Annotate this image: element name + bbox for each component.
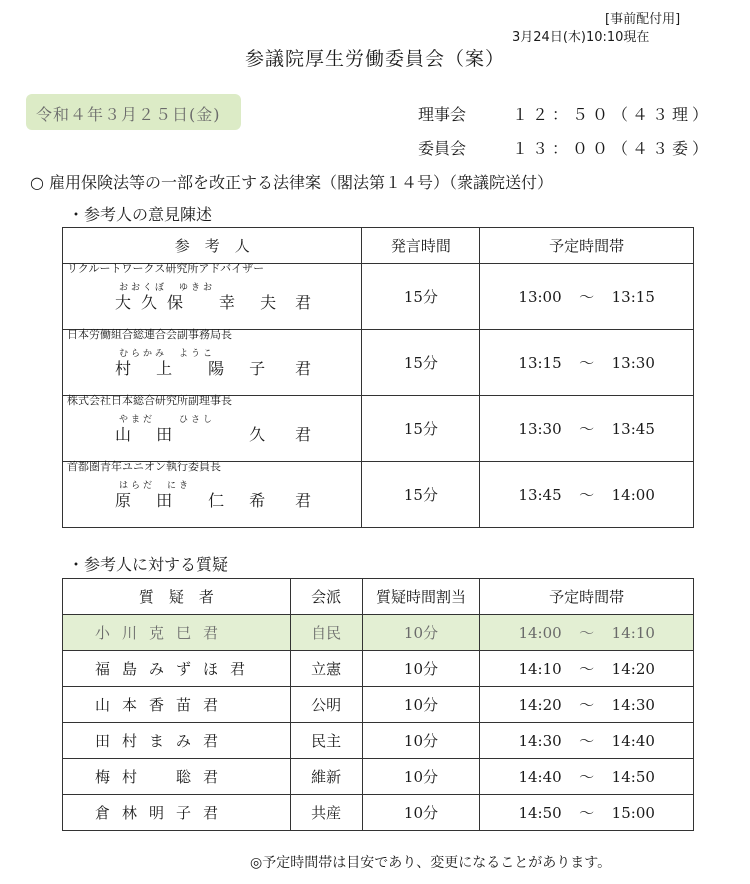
questioner-duration: 10分 xyxy=(362,795,480,831)
slot-start: 14:40 xyxy=(518,768,562,786)
slot-start: 14:00 xyxy=(518,624,562,642)
questioner-duration: 10分 xyxy=(362,651,480,687)
witness-name: 大久保 幸 夫 xyxy=(115,292,287,312)
slot-end: 13:45 xyxy=(611,420,655,438)
witness-duration: 15分 xyxy=(362,396,480,462)
slot-separator: 〜 xyxy=(579,804,595,822)
slot-separator: 〜 xyxy=(579,732,595,750)
witness-affiliation: 株式会社日本総合研究所副理事長 xyxy=(67,393,232,407)
questioner-timeslot xyxy=(480,759,694,795)
slot-end: 14:10 xyxy=(611,624,655,642)
slot-end: 14:30 xyxy=(611,696,655,714)
questioner-name: 田村まみ xyxy=(95,732,204,750)
slot-end: 13:30 xyxy=(611,354,655,372)
questioner-party: 維新 xyxy=(290,759,362,795)
witness-ruby: やまだ ひさし xyxy=(119,414,216,425)
meeting-time-committee: １３：００（４３委） xyxy=(512,139,713,158)
questioner-cell xyxy=(63,651,291,687)
witness-ruby: はらだ にき xyxy=(119,480,192,491)
page-title: 参議院厚生労働委員会（案） xyxy=(244,48,505,70)
section-title-questioning: ・参考人に対する質疑 xyxy=(68,555,229,574)
questioner-honorific: 君 xyxy=(203,732,231,750)
witness-timeslot xyxy=(480,264,694,330)
witness-name: 原 田 仁 希 xyxy=(115,490,276,510)
witness-duration: 15分 xyxy=(362,462,480,528)
witness-table xyxy=(62,227,694,528)
table-row xyxy=(63,651,694,687)
witness-timeslot xyxy=(480,330,694,396)
slot-separator: 〜 xyxy=(579,624,595,642)
questioner-party: 自民 xyxy=(290,615,362,651)
table-row xyxy=(63,795,694,831)
section-title-testimony: ・参考人の意見陳述 xyxy=(68,205,213,224)
table-row-highlighted xyxy=(63,615,694,651)
questioner-timeslot xyxy=(480,651,694,687)
questioner-honorific: 君 xyxy=(203,768,231,786)
questioner-table xyxy=(62,578,694,831)
witness-honorific: 君 xyxy=(295,424,312,444)
header-questioner: 質 疑 者 xyxy=(63,579,291,615)
questioner-name: 倉林明子 xyxy=(95,804,204,822)
slot-separator: 〜 xyxy=(579,288,595,306)
witness-cell xyxy=(63,327,362,396)
witness-honorific: 君 xyxy=(295,490,312,510)
slot-separator: 〜 xyxy=(579,660,595,678)
table-row xyxy=(63,687,694,723)
slot-separator: 〜 xyxy=(579,354,595,372)
questioner-cell xyxy=(63,723,291,759)
questioner-cell xyxy=(63,687,291,723)
slot-start: 13:00 xyxy=(518,288,562,306)
questioner-timeslot xyxy=(480,687,694,723)
notice-time: 3月24日(木)10:10現在 xyxy=(512,30,650,45)
table-row xyxy=(63,759,694,795)
witness-timeslot xyxy=(480,462,694,528)
questioner-cell xyxy=(63,795,291,831)
footnote: ◎予定時間帯は目安であり、変更になることがあります。 xyxy=(250,855,612,871)
questioner-party: 公明 xyxy=(290,687,362,723)
table-row xyxy=(63,462,694,528)
meeting-name-committee: 委員会 xyxy=(418,139,467,158)
meeting-name-board: 理事会 xyxy=(418,105,467,124)
witness-duration: 15分 xyxy=(362,330,480,396)
questioner-duration: 10分 xyxy=(362,687,480,723)
table-row xyxy=(63,396,694,462)
slot-start: 13:30 xyxy=(518,420,562,438)
questioner-timeslot xyxy=(480,723,694,759)
questioner-honorific: 君 xyxy=(203,624,231,642)
slot-end: 14:40 xyxy=(611,732,655,750)
witness-cell xyxy=(63,261,362,330)
witness-cell xyxy=(63,459,362,528)
header-witness: 参 考 人 xyxy=(63,228,362,264)
witness-affiliation: リクルートワークス研究所アドバイザー xyxy=(67,261,265,275)
witness-name: 村 上 陽 子 xyxy=(115,358,276,378)
table-header-row xyxy=(63,228,694,264)
slot-end: 14:50 xyxy=(611,768,655,786)
witness-duration: 15分 xyxy=(362,264,480,330)
slot-start: 14:20 xyxy=(518,696,562,714)
header-timeslot: 予定時間帯 xyxy=(480,579,694,615)
questioner-duration: 10分 xyxy=(362,615,480,651)
table-header-row xyxy=(63,579,694,615)
witness-ruby: むらかみ ようこ xyxy=(119,348,216,359)
slot-separator: 〜 xyxy=(579,420,595,438)
table-row xyxy=(63,330,694,396)
questioner-duration: 10分 xyxy=(362,759,480,795)
slot-end: 14:20 xyxy=(611,660,655,678)
questioner-honorific: 君 xyxy=(203,804,231,822)
slot-start: 13:45 xyxy=(518,486,562,504)
table-row xyxy=(63,264,694,330)
questioner-party: 民主 xyxy=(290,723,362,759)
meeting-time-board: １２：５０（４３理） xyxy=(512,105,713,124)
questioner-timeslot xyxy=(480,795,694,831)
witness-timeslot xyxy=(480,396,694,462)
questioner-cell xyxy=(63,615,291,651)
witness-cell xyxy=(63,393,362,462)
questioner-honorific: 君 xyxy=(230,660,258,678)
bill-title: ○ 雇用保険法等の一部を改正する法律案（閣法第１４号）（衆議院送付） xyxy=(30,173,554,192)
witness-affiliation: 首都圏青年ユニオン執行委員長 xyxy=(67,459,221,473)
witness-affiliation: 日本労働組合総連合会副事務局長 xyxy=(67,327,232,341)
header-party: 会派 xyxy=(290,579,362,615)
slot-end: 14:00 xyxy=(611,486,655,504)
questioner-party: 立憲 xyxy=(290,651,362,687)
meeting-date: 令和４年３月２５日(金) xyxy=(26,94,241,130)
slot-start: 14:10 xyxy=(518,660,562,678)
slot-end: 15:00 xyxy=(611,804,655,822)
witness-honorific: 君 xyxy=(295,358,312,378)
questioner-name: 福島みずほ xyxy=(95,660,231,678)
slot-separator: 〜 xyxy=(579,486,595,504)
questioner-party: 共産 xyxy=(290,795,362,831)
questioner-name: 梅村 聡 xyxy=(95,768,204,786)
questioner-name: 小川克巳 xyxy=(95,624,204,642)
slot-start: 13:15 xyxy=(518,354,562,372)
slot-separator: 〜 xyxy=(579,696,595,714)
header-allocation: 質疑時間割当 xyxy=(362,579,480,615)
witness-ruby: おおくぼ ゆきお xyxy=(119,282,216,293)
witness-name: 山 田 久 xyxy=(115,424,276,444)
slot-start: 14:30 xyxy=(518,732,562,750)
witness-honorific: 君 xyxy=(295,292,312,312)
questioner-honorific: 君 xyxy=(203,696,231,714)
questioner-cell xyxy=(63,759,291,795)
questioner-timeslot xyxy=(480,615,694,651)
header-duration: 発言時間 xyxy=(362,228,480,264)
notice-label: [事前配付用] xyxy=(605,12,681,27)
questioner-name: 山本香苗 xyxy=(95,696,204,714)
slot-separator: 〜 xyxy=(579,768,595,786)
slot-start: 14:50 xyxy=(518,804,562,822)
header-timeslot: 予定時間帯 xyxy=(480,228,694,264)
table-row xyxy=(63,723,694,759)
slot-end: 13:15 xyxy=(611,288,655,306)
questioner-duration: 10分 xyxy=(362,723,480,759)
